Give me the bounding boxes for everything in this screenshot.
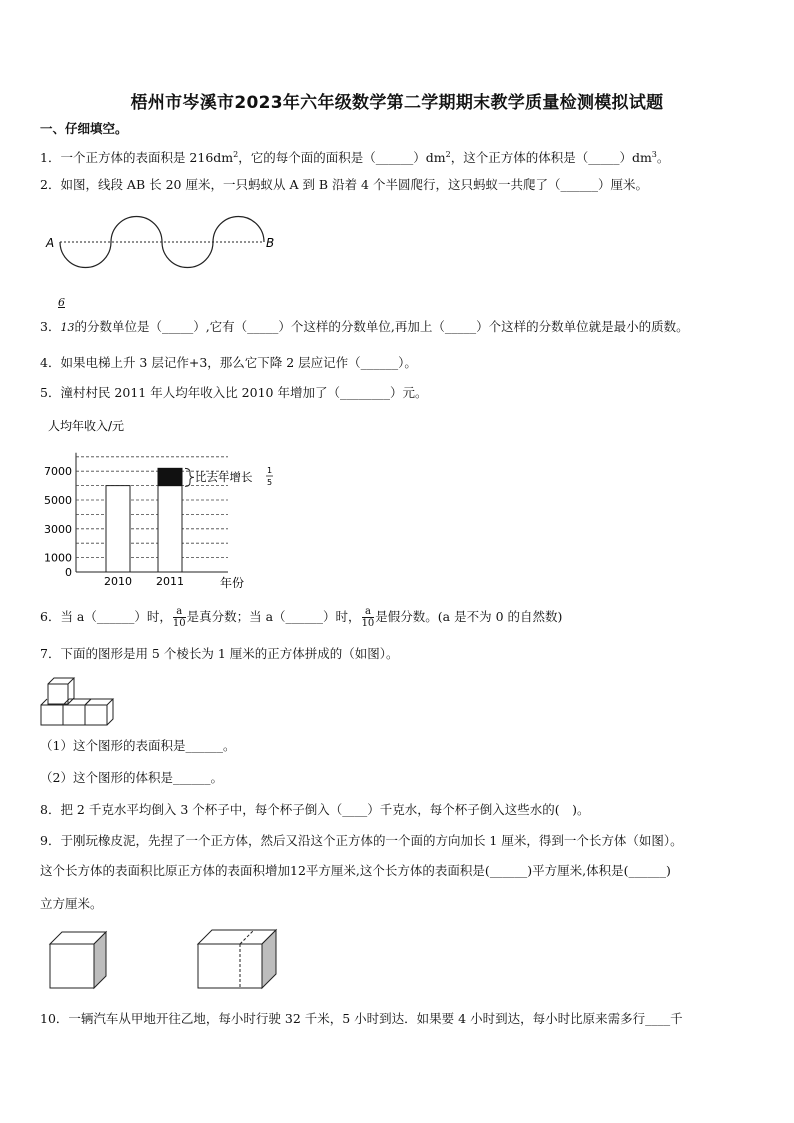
x-tick-label: 2010 [104, 575, 132, 588]
semicircle-figure [42, 210, 292, 276]
question-5: 5．潼村村民 2011 年人均年收入比 2010 年增加了（________）元。 [40, 385, 428, 400]
y-tick-label: 0 [65, 566, 72, 579]
question-2: 2．如图，线段 AB 长 20 厘米，一只蚂蚁从 A 到 B 沿着 4 个半圆爬行，这只蚂蚁一共爬了（______）厘米。 [40, 177, 648, 192]
y-tick-label: 5000 [44, 494, 72, 507]
question-10: 10．一辆汽车从甲地开往乙地，每小时行驶 32 千米，5 小时到达．如果要 4 小时到达，每小时比原来需多行____千 [40, 1011, 683, 1026]
page-title: 梧州市岑溪市2023年六年级数学第二学期期末教学质量检测模拟试题 [130, 93, 664, 113]
question-9-end: 立方厘米。 [40, 896, 103, 911]
chart-xlabel: 年份 [220, 576, 245, 590]
x-tick-label: 2011 [156, 575, 184, 588]
bar-2011-increase [158, 468, 182, 485]
section-heading: 一、仔细填空。 [40, 121, 128, 136]
question-7-part-2: （2）这个图形的体积是______。 [40, 770, 223, 785]
increase-num: 1 [267, 466, 273, 475]
bar-2010 [106, 486, 130, 572]
question-1: 1．一个正方体的表面积是 $216dm^2$，它的每个面的面积是$(\_\_\_\_\_\_)dm^2$，这个正方体的体积是$(\_\_\_\_\_)dm^3$。 [40, 150, 670, 166]
question-6: 6．当 a（______）时， $\frac{a}{10}$ 是真分数；当 a（______）时， $\frac{a}{10}$ 是假分数。(a 是不为 0 的自然数) [40, 606, 563, 629]
increase-annotation [195, 466, 273, 487]
question-9-cont: 这个长方体的表面积比原正方体的表面积增加12平方厘米,这个长方体的表面积是(______)平方厘米,体积是(______) [40, 863, 671, 878]
question-9: 9．于刚玩橡皮泥，先捏了一个正方体，然后又沿这个正方体的一个面的方向加长 1 厘米，得到一个长方体（如图）。 [40, 833, 683, 848]
question-7: 7．下面的图形是用 5 个棱长为 1 厘米的正方体拼成的（如图）。 [40, 646, 399, 661]
bar-2011-base [158, 486, 182, 572]
chart-ylabel: 人均年收入/元 [48, 419, 125, 433]
y-tick-label: 7000 [44, 465, 72, 479]
increase-note: 比去年增长 [195, 470, 253, 484]
point-b-label: B [266, 236, 275, 250]
question-4: 4．如果电梯上升 3 层记作+3，那么它下降 2 层应记作（______）。 [40, 355, 417, 370]
y-tick-label: 1000 [44, 551, 72, 565]
increase-den: 5 [267, 478, 273, 487]
point-a-label: A [46, 236, 55, 250]
y-tick-label: 3000 [44, 522, 72, 536]
question-7-part-1: （1）这个图形的表面积是______。 [40, 738, 236, 753]
cube-stack-figure [38, 672, 118, 730]
question-3-body: 3．13的分数单位是（_____）,它有（_____）个这样的分数单位,再加上（_____）个这样的分数单位就是最小的质数。 [40, 319, 689, 334]
question-8: 8．把 2 千克水平均倒入 3 个杯子中，每个杯子倒入（____）千克水，每个杯子倒入这些水的( )。 [40, 802, 590, 817]
cube-cuboid-figure [44, 926, 294, 994]
income-bar-chart [30, 410, 290, 595]
